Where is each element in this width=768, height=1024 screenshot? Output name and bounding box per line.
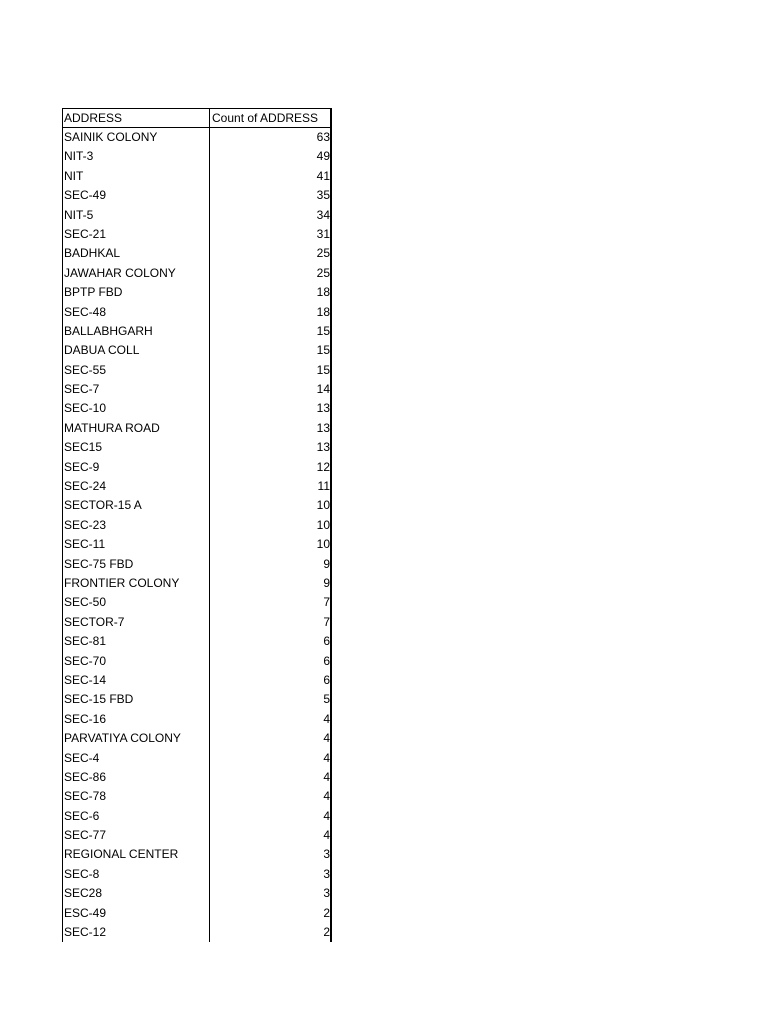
cell-address: SEC-23 [63,516,210,535]
table-row [63,826,330,845]
table-row [63,477,330,496]
cell-count: 3 [323,847,330,862]
cell-address: SEC28 [63,884,210,903]
cell-address: SEC-77 [63,826,210,845]
cell-count: 2 [323,905,330,920]
cell-address: FRONTIER COLONY [63,574,210,593]
table-row [63,283,330,302]
table-row [63,652,330,671]
table-row [63,516,330,535]
table-row [63,535,330,554]
table-row [63,419,330,438]
cell-count: 10 [316,498,330,513]
table-row [63,632,330,651]
cell-address: SEC-15 FBD [63,690,210,709]
cell-count: 2 [323,925,330,940]
cell-address: SEC-7 [63,380,210,399]
cell-address: SEC15 [63,438,210,457]
cell-count: 25 [316,265,330,280]
cell-count: 10 [316,517,330,532]
cell-count: 31 [316,226,330,241]
cell-count: 41 [316,168,330,183]
cell-address: SEC-16 [63,710,210,729]
table-row [63,593,330,612]
cell-address: SEC-6 [63,807,210,826]
table-row [63,380,330,399]
table-row [63,167,330,186]
cell-count: 3 [323,886,330,901]
cell-address: BALLABHGARH [63,322,210,341]
cell-count: 13 [316,401,330,416]
table-row [63,128,330,147]
cell-address: SEC-11 [63,535,210,554]
table-row [63,904,330,923]
table-row [63,671,330,690]
table-row [63,244,330,263]
cell-address: SEC-10 [63,399,210,418]
table-row [63,729,330,748]
table-row [63,147,330,166]
cell-count: 9 [323,575,330,590]
cell-count: 4 [323,828,330,843]
table-row [63,710,330,729]
cell-count: 4 [323,808,330,823]
cell-address: SEC-55 [63,361,210,380]
cell-address: SEC-50 [63,593,210,612]
table-row [63,768,330,787]
cell-count: 49 [316,149,330,164]
header-count: Count of ADDRESS [212,111,319,125]
cell-address: NIT [63,167,210,186]
cell-count: 15 [316,323,330,338]
cell-count: 6 [323,634,330,649]
cell-address: BADHKAL [63,244,210,263]
cell-address: SECTOR-7 [63,613,210,632]
table-row [63,613,330,632]
cell-address: ESC-49 [63,904,210,923]
cell-count: 13 [316,440,330,455]
table-row [63,438,330,457]
table-row [63,690,330,709]
cell-count: 63 [316,130,330,144]
cell-count: 34 [316,207,330,222]
table-row [63,264,330,283]
cell-count: 6 [323,653,330,668]
pivot-table [62,108,332,942]
cell-address: SEC-14 [63,671,210,690]
cell-count: 14 [316,382,330,397]
cell-address: SEC-81 [63,632,210,651]
cell-address: SEC-49 [63,186,210,205]
table-header [63,109,330,128]
cell-address: SEC-24 [63,477,210,496]
cell-count: 7 [323,614,330,629]
cell-count: 4 [323,731,330,746]
table-row [63,303,330,322]
cell-count: 4 [323,750,330,765]
cell-address: SECTOR-15 A [63,496,210,515]
header-address: ADDRESS [63,109,210,127]
cell-address: SEC-21 [63,225,210,244]
table-row [63,807,330,826]
cell-address: NIT-5 [63,206,210,225]
table-row [63,361,330,380]
cell-count: 4 [323,769,330,784]
cell-count: 11 [317,479,330,494]
table-row [63,865,330,884]
cell-count: 4 [323,711,330,726]
table-body [63,128,330,942]
cell-count: 3 [323,866,330,881]
table-row [63,787,330,806]
cell-address: SEC-8 [63,865,210,884]
cell-count: 25 [316,246,330,261]
cell-address: NIT-3 [63,147,210,166]
table-row [63,399,330,418]
table-row [63,496,330,515]
table-row [63,186,330,205]
cell-address: SEC-78 [63,787,210,806]
cell-count: 10 [316,537,330,552]
table-row [63,458,330,477]
cell-address: SEC-86 [63,768,210,787]
cell-address: SEC-9 [63,458,210,477]
cell-count: 13 [316,420,330,435]
cell-address: BPTP FBD [63,283,210,302]
cell-count: 12 [316,459,330,474]
cell-address: SEC-70 [63,652,210,671]
table-row [63,322,330,341]
table-row [63,225,330,244]
cell-address: SEC-48 [63,303,210,322]
cell-count: 6 [323,672,330,687]
table-row [63,341,330,360]
cell-count: 9 [323,556,330,571]
cell-count: 7 [323,595,330,610]
table-row [63,749,330,768]
cell-address: SEC-75 FBD [63,555,210,574]
cell-address: SAINIK COLONY [63,128,210,147]
table-row [63,206,330,225]
table-row [63,574,330,593]
cell-address: REGIONAL CENTER [63,845,210,864]
cell-address: DABUA COLL [63,341,210,360]
cell-count: 18 [316,304,330,319]
table-row [63,555,330,574]
table-row [63,923,330,942]
cell-count: 15 [316,362,330,377]
cell-address: SEC-4 [63,749,210,768]
cell-address: PARVATIYA COLONY [63,729,210,748]
cell-count: 18 [316,285,330,300]
cell-count: 5 [323,692,330,707]
cell-count: 4 [323,789,330,804]
cell-count: 15 [316,343,330,358]
cell-address: MATHURA ROAD [63,419,210,438]
cell-address: SEC-12 [63,923,210,942]
table-row [63,884,330,903]
table-row [63,845,330,864]
cell-address: JAWAHAR COLONY [63,264,210,283]
cell-count: 35 [316,188,330,203]
